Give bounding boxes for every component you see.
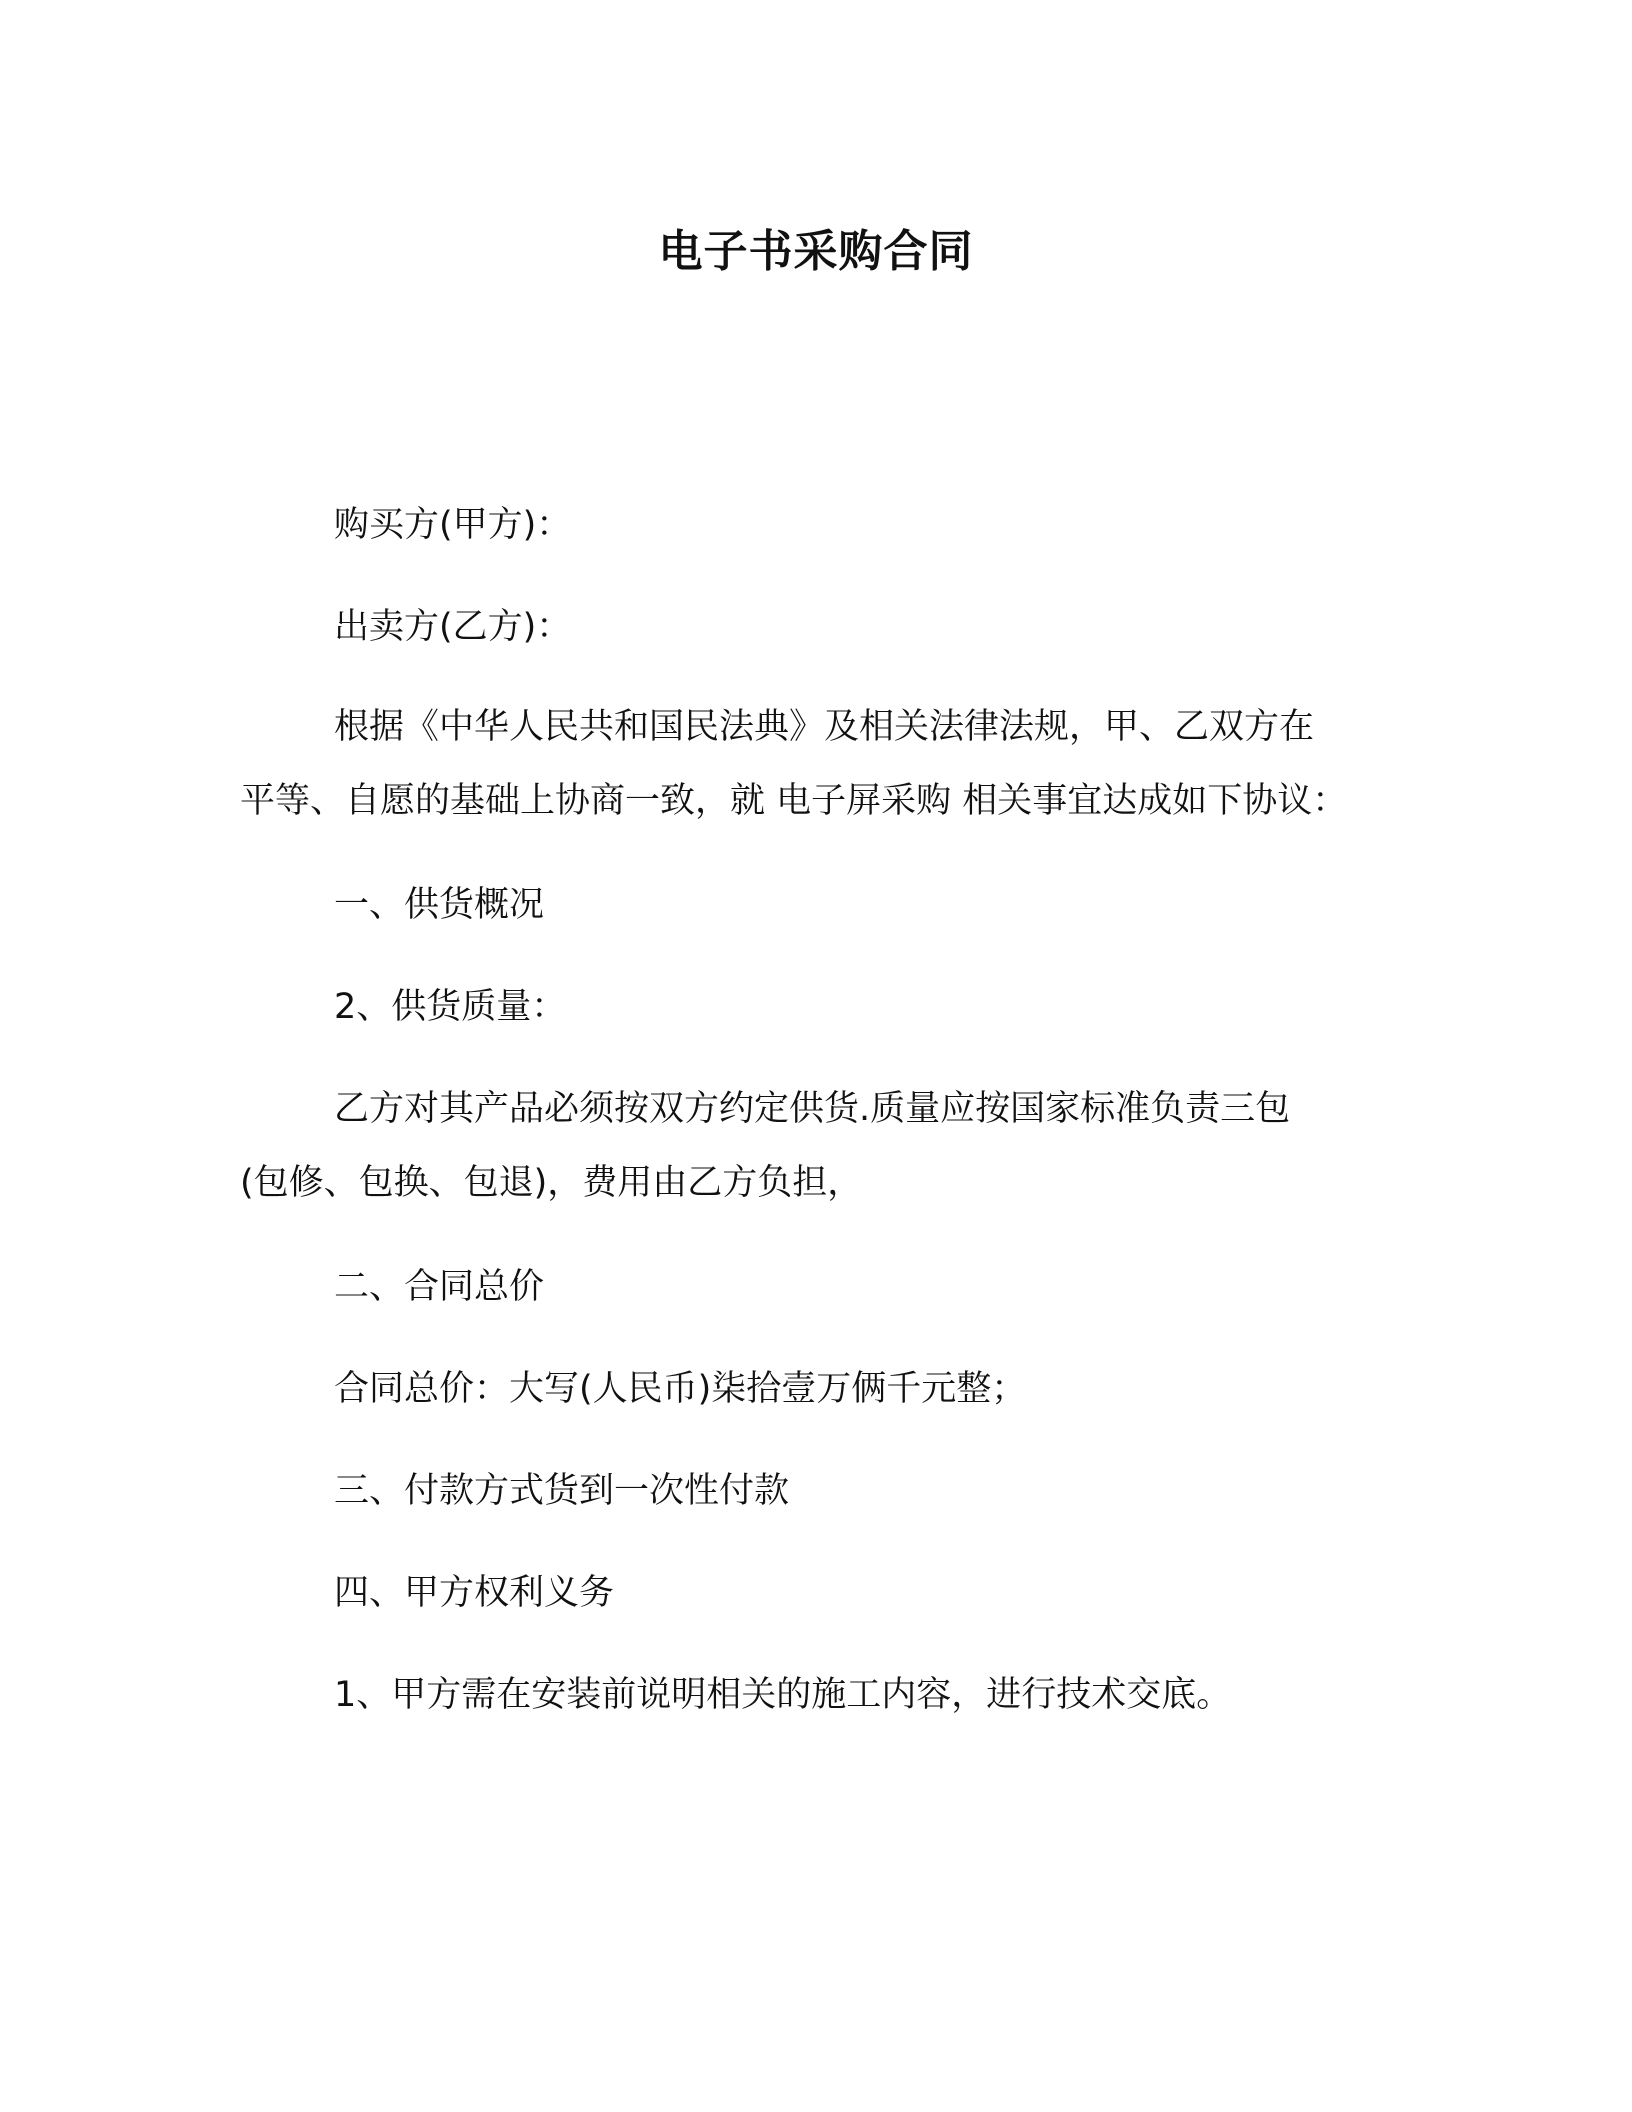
section-4-item-1: [240, 1658, 1420, 1732]
section-4-heading-text: 四、甲方权利义务: [334, 1573, 615, 1613]
seller-label: 出卖方(乙方)：: [334, 607, 572, 647]
section-1-heading: [240, 868, 1420, 942]
intro-line-1: 根据《中华人民共和国民法典》及相关法律法规，甲、乙双方在: [334, 707, 1315, 747]
section-1-item-2-text: 2、供货质量：: [334, 987, 567, 1027]
buyer-line: [240, 488, 1420, 562]
section-4-item-1-text: 1、甲方需在安装前说明相关的施工内容，进行技术交底。: [334, 1675, 1232, 1715]
total-price-text: 合同总价：大写(人民币)柒拾壹万俩千元整；: [334, 1369, 1027, 1409]
quality-line-1: 乙方对其产品必须按双方约定供货.质量应按国家标准负责三包: [334, 1089, 1291, 1129]
section-2-heading: [240, 1250, 1420, 1324]
intro-paragraph: [240, 690, 1420, 838]
section-4-heading: [240, 1556, 1420, 1630]
seller-line: [240, 590, 1420, 664]
section-3-heading-text: 三、付款方式货到一次性付款: [334, 1471, 790, 1511]
section-1-heading-text: 一、供货概况: [334, 885, 545, 925]
section-2-heading-text: 二、合同总价: [334, 1267, 545, 1307]
total-price-line: [240, 1352, 1420, 1426]
buyer-label: 购买方(甲方)：: [334, 505, 572, 545]
section-3-heading: [240, 1454, 1420, 1528]
section-1-item-2: [240, 970, 1420, 1044]
intro-line-2: 平等、自愿的基础上协商一致，就 电子屏采购 相关事宜达成如下协议：: [240, 781, 1348, 821]
quality-line-2: (包修、包换、包退)，费用由乙方负担，: [240, 1163, 863, 1203]
quality-paragraph: [240, 1072, 1420, 1220]
document-title: 电子书采购合同: [658, 226, 974, 277]
